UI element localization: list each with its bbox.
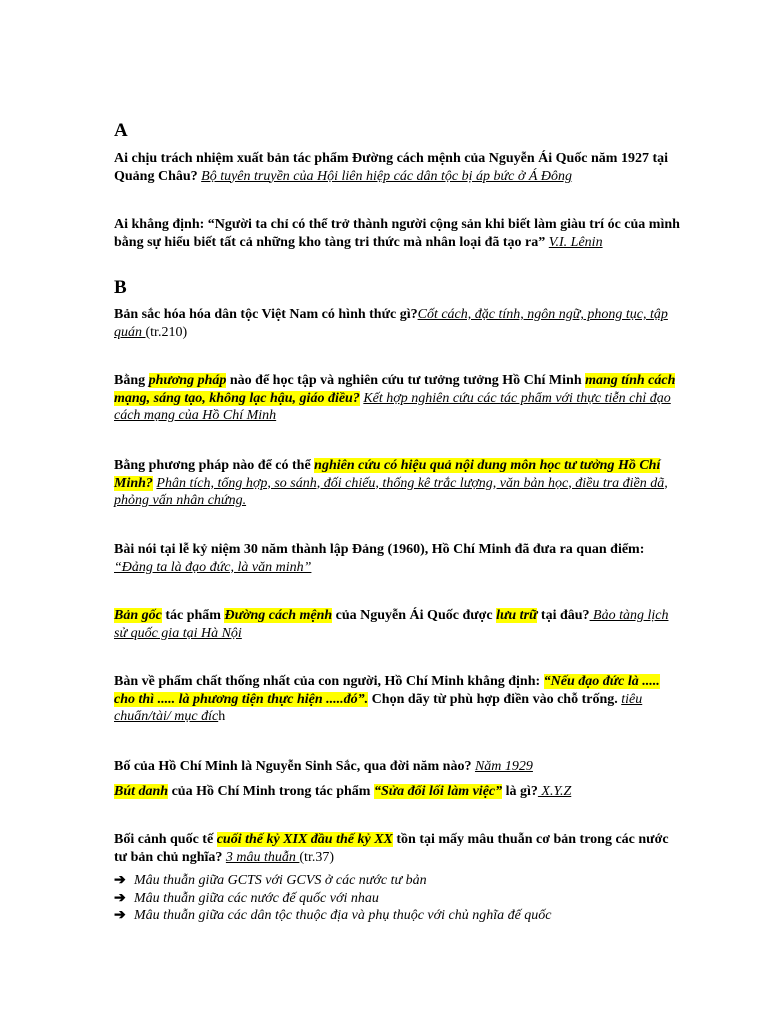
list-item (114, 890, 674, 908)
highlighted-text: cuối thế kỷ XIX đầu thế kỷ XX (216, 832, 393, 847)
list-item (114, 872, 674, 890)
highlighted-text: phương pháp (148, 373, 227, 388)
section-heading-b: B (114, 277, 127, 298)
arrow-right-icon: ➔ (114, 890, 126, 906)
question-8 (114, 673, 680, 726)
arrow-right-icon: ➔ (114, 873, 126, 888)
page-reference: (tr.37) (299, 849, 334, 865)
arrow-right-icon: ➔ (114, 908, 126, 923)
list-item-text: Mâu thuẫn giữa các nước đế quốc với nhau (134, 890, 379, 906)
highlighted-text: mang tính cách mạng, sáng tạo, không lạc hậu, giáo điều? (114, 373, 676, 406)
question-4 (114, 372, 680, 425)
bullet-list (114, 872, 674, 925)
answer-text: 3 mâu thuẫn (225, 849, 300, 865)
answer-text: tiêu chuẩn/tài/ mục đíc (114, 691, 643, 724)
question-text: Bài nói tại lễ kỷ niệm 30 năm thành lập Đảng (1960), Hồ Chí Minh đã đưa ra quan điểm: (114, 542, 645, 557)
answer-text: Phân tích, tổng hợp, so sánh, đối chiếu, thống kê trắc lượng, văn bản học, điều tra điền dã, phỏng vấn nhân chứng. (114, 475, 668, 508)
highlighted-text: Đường cách mệnh (224, 608, 333, 623)
highlighted-text: “Nếu đạo đức là ..... cho thì ..... là phương tiện thực hiện .....đó”. (114, 674, 660, 707)
answer-text: Năm 1929 (474, 759, 533, 774)
question-9 (114, 758, 680, 776)
question-10 (114, 783, 680, 801)
question-text: tại đâu? (537, 608, 590, 623)
question-text: Ai khẳng định: “Người ta chỉ có thể trở thành người cộng sản khi biết làm giàu trí óc của mình bằng sự hiểu biết tất cả những kho tàng tri thức mà nhân loại đã tạo ra” (114, 217, 680, 250)
question-text: Bản sắc hóa hóa dân tộc Việt Nam có hình thức gì? (114, 307, 418, 322)
question-text: Bối cảnh quốc tế (114, 832, 217, 847)
question-text: tác phẩm (161, 608, 225, 623)
list-item-text: Mâu thuẫn giữa các dân tộc thuộc địa và phụ thuộc với chủ nghĩa đế quốc (134, 908, 552, 923)
answer-text: Cốt cách, đặc tính, ngôn ngữ, phong tục, tập quán (114, 307, 668, 340)
section-heading-a: A (114, 120, 128, 141)
question-2 (114, 216, 680, 251)
answer-tail: h (218, 709, 226, 724)
highlighted-text: “Sửa đổi lối làm việc” (373, 784, 503, 799)
question-text: Chọn dãy từ phù hợp điền vào chỗ trống. (368, 691, 618, 707)
highlighted-text: Bút danh (114, 784, 169, 799)
question-6 (114, 541, 680, 576)
question-text: Bàn về phẩm chất thống nhất của con người, Hồ Chí Minh khẳng định: (114, 674, 544, 689)
question-3 (114, 306, 680, 341)
question-text: nào để học tập và nghiên cứu tư tưởng tưởng Hồ Chí Minh (226, 373, 586, 388)
answer-text: V.I. Lênin (548, 234, 603, 250)
question-11 (114, 831, 680, 866)
page-reference: (tr.210) (145, 324, 188, 340)
answer-text: Bộ tuyên truyền của Hội liên hiệp các dân tộc bị áp bức ở Á Đông (201, 168, 573, 184)
question-text: của Nguyễn Ái Quốc được (332, 608, 497, 623)
highlighted-text: lưu trữ (496, 608, 538, 623)
answer-text: Bảo tàng lịch sử quốc gia tại Hà Nội (114, 608, 669, 641)
answer-text: Kết hợp nghiên cứu các tác phẩm với thực tiễn chỉ đạo cách mạng của Hồ Chí Minh (114, 390, 671, 423)
question-text: Ai chịu trách nhiệm xuất bản tác phẩm Đường cách mệnh của Nguyễn Ái Quốc năm 1927 tại Quảng Châu? (114, 151, 669, 184)
question-7 (114, 607, 680, 642)
list-item (114, 907, 674, 925)
answer-text: “Đảng ta là đạo đức, là văn minh” (114, 559, 312, 575)
answer-text: X.Y.Z (537, 784, 572, 799)
highlighted-text: Bản gốc (114, 608, 162, 623)
highlighted-text: nghiên cứu có hiệu quả nội dung môn học tư tưởng Hồ Chí Minh? (114, 458, 661, 491)
question-1 (114, 150, 680, 185)
question-5 (114, 457, 680, 510)
question-text: Bằng phương pháp nào để có thể (114, 458, 315, 473)
question-text: là gì? (502, 784, 538, 799)
list-item-text: Mâu thuẫn giữa GCTS với GCVS ở các nước tư bản (134, 873, 427, 888)
question-text: Bằng (114, 373, 149, 388)
question-text: Bố của Hồ Chí Minh là Nguyễn Sinh Sắc, qua đời năm nào? (114, 759, 475, 774)
question-text: của Hồ Chí Minh trong tác phẩm (168, 784, 374, 799)
question-text: tồn tại mấy mâu thuẫn cơ bản trong các nước tư bản chủ nghĩa? (114, 832, 669, 865)
